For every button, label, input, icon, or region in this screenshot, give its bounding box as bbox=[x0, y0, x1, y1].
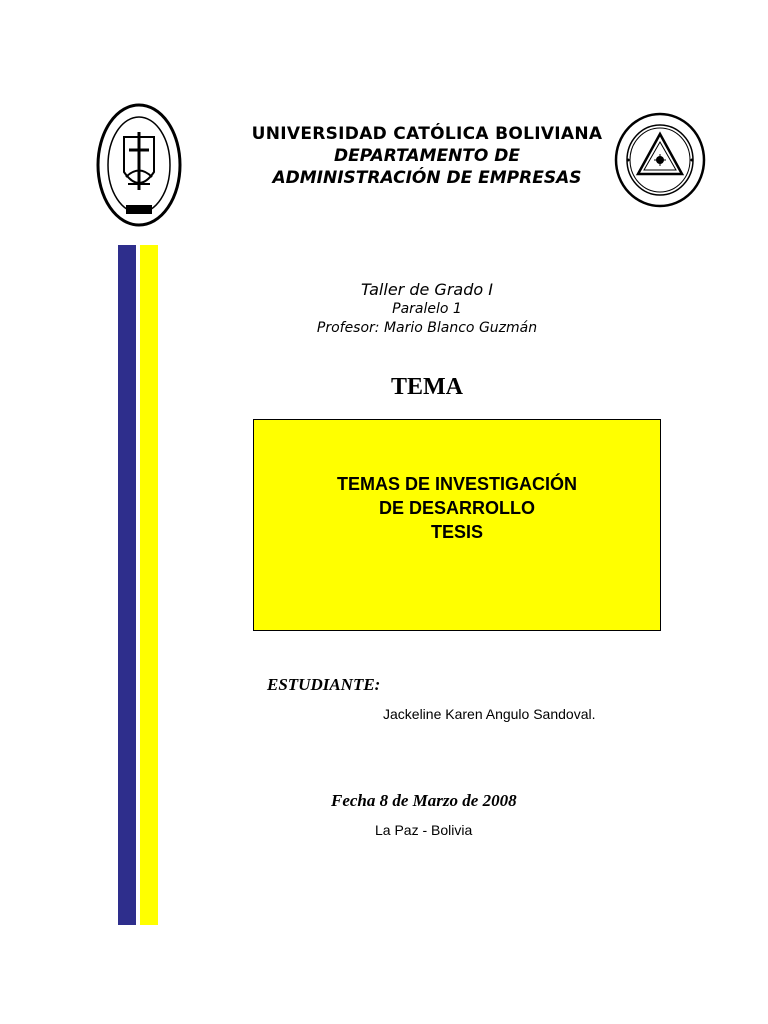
course-title: Taller de Grado I bbox=[361, 280, 493, 299]
date-text: Fecha 8 de Marzo de 2008 bbox=[331, 791, 517, 810]
student-name: Jackeline Karen Angulo Sandoval. bbox=[383, 706, 596, 722]
topic-line-1: TEMAS DE INVESTIGACIÓN bbox=[336, 474, 578, 494]
decorative-stripe-blue bbox=[118, 245, 136, 925]
student-label: ESTUDIANTE: bbox=[267, 675, 381, 694]
university-seal-logo bbox=[96, 102, 182, 228]
course-parallel: Paralelo 1 bbox=[392, 301, 462, 317]
decorative-stripe-yellow bbox=[140, 245, 158, 925]
department-line-1: DEPARTAMENTO DE bbox=[334, 146, 520, 166]
topic-heading: TEMA bbox=[391, 374, 463, 400]
topic-line-3: TESIS bbox=[430, 522, 483, 542]
department-line-2: ADMINISTRACIÓN DE EMPRESAS bbox=[272, 168, 582, 188]
topic-line-2: DE DESARROLLO bbox=[378, 498, 535, 518]
course-professor: Profesor: Mario Blanco Guzmán bbox=[316, 320, 538, 336]
university-name: UNIVERSIDAD CATÓLICA BOLIVIANA bbox=[251, 124, 603, 144]
topic-box bbox=[253, 419, 661, 631]
place-text: La Paz - Bolivia bbox=[375, 822, 473, 838]
